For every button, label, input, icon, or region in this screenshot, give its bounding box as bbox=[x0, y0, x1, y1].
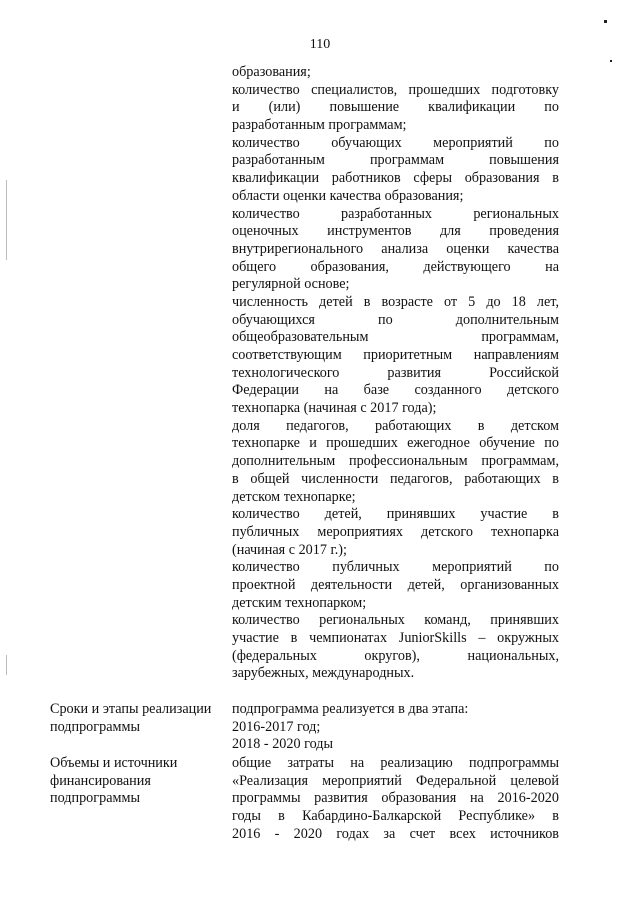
text-line: и (или) повышение квалификации по bbox=[232, 99, 559, 116]
text-line: оценочных инструментов для проведения bbox=[232, 223, 559, 240]
indicators-text-block bbox=[232, 64, 559, 683]
page-number: 110 bbox=[309, 37, 331, 52]
text-line: детским технопарком; bbox=[232, 594, 367, 611]
text-line: Сроки и этапы реализации bbox=[50, 701, 212, 717]
text-line: численность детей в возрасте от 5 до 18 лет, bbox=[232, 293, 559, 310]
text-line: финансирования bbox=[50, 772, 151, 789]
text-line: Объемы и источники bbox=[50, 755, 178, 771]
text-line: зарубежных, международных. bbox=[232, 665, 415, 682]
text-line: «Реализация мероприятий Федеральной целевой bbox=[232, 772, 559, 789]
text-line: общие затраты на реализацию подпрограммы bbox=[232, 755, 559, 771]
text-line: количество региональных команд, принявших bbox=[232, 612, 559, 629]
text-line: публичных мероприятиях детского технопарка bbox=[232, 523, 559, 540]
text-line: подпрограммы bbox=[50, 790, 140, 807]
text-line: 2016 - 2020 годах за счет всех источников bbox=[232, 825, 559, 842]
text-line: обучающихся по дополнительным bbox=[232, 311, 559, 328]
scan-dot-mark bbox=[610, 60, 612, 62]
text-line: соответствующим приоритетным направлениям bbox=[232, 347, 559, 363]
text-line: технопарка (начиная с 2017 года); bbox=[232, 400, 437, 417]
terms-label bbox=[50, 701, 225, 736]
text-line: количество специалистов, прошедших подготовку bbox=[232, 81, 559, 98]
text-line: доля педагогов, работающих в детском bbox=[232, 417, 559, 434]
scan-edge-mark bbox=[6, 655, 7, 675]
text-line: (федеральных округов), национальных, bbox=[232, 647, 559, 664]
text-line: детском технопарке; bbox=[232, 488, 356, 505]
text-line: образования; bbox=[232, 64, 311, 80]
text-line: годы в Кабардино-Балкарской Республике» в bbox=[232, 808, 559, 825]
text-line: дополнительным профессиональным программам, bbox=[232, 453, 559, 470]
text-line: разработанным программам; bbox=[232, 117, 407, 134]
scan-edge-mark bbox=[6, 180, 7, 260]
text-line: программы развития образования на 2016-2020 bbox=[232, 790, 559, 807]
funding-value bbox=[232, 755, 559, 843]
text-line: квалификации работников сферы образования в bbox=[232, 170, 559, 187]
text-line: Федерации на базе созданного детского bbox=[232, 382, 559, 399]
text-line: в общей численности педагогов, работающих в bbox=[232, 470, 559, 487]
text-line: количество разработанных региональных bbox=[232, 205, 559, 222]
text-line: разработанным программам повышения bbox=[232, 152, 559, 169]
text-line: (начиная с 2017 г.); bbox=[232, 541, 347, 558]
text-line: подпрограммы bbox=[50, 718, 140, 735]
text-line: проектной деятельности детей, организованных bbox=[232, 576, 559, 593]
text-line: количество детей, принявших участие в bbox=[232, 506, 559, 523]
text-line: общего образования, действующего на bbox=[232, 258, 559, 275]
funding-label bbox=[50, 755, 225, 808]
text-line: количество публичных мероприятий по bbox=[232, 559, 559, 576]
text-line: 2016-2017 год; bbox=[232, 718, 321, 735]
text-line: технологического развития Российской bbox=[232, 364, 559, 381]
text-line: регулярной основе; bbox=[232, 276, 350, 293]
text-line: участие в чемпионатах JuniorSkills – окружных bbox=[232, 630, 559, 646]
text-line: подпрограмма реализуется в два этапа: bbox=[232, 701, 469, 717]
text-line: технопарке и прошедших ежегодное обучение по bbox=[232, 435, 559, 452]
terms-value bbox=[232, 701, 559, 754]
text-line: количество обучающих мероприятий по bbox=[232, 134, 559, 151]
text-line: общеобразовательным программам, bbox=[232, 329, 559, 346]
text-line: 2018 - 2020 годы bbox=[232, 736, 334, 753]
text-line: области оценки качества образования; bbox=[232, 187, 464, 204]
text-line: внутрирегионального анализа оценки качества bbox=[232, 240, 559, 257]
scan-dot-mark bbox=[604, 20, 607, 23]
